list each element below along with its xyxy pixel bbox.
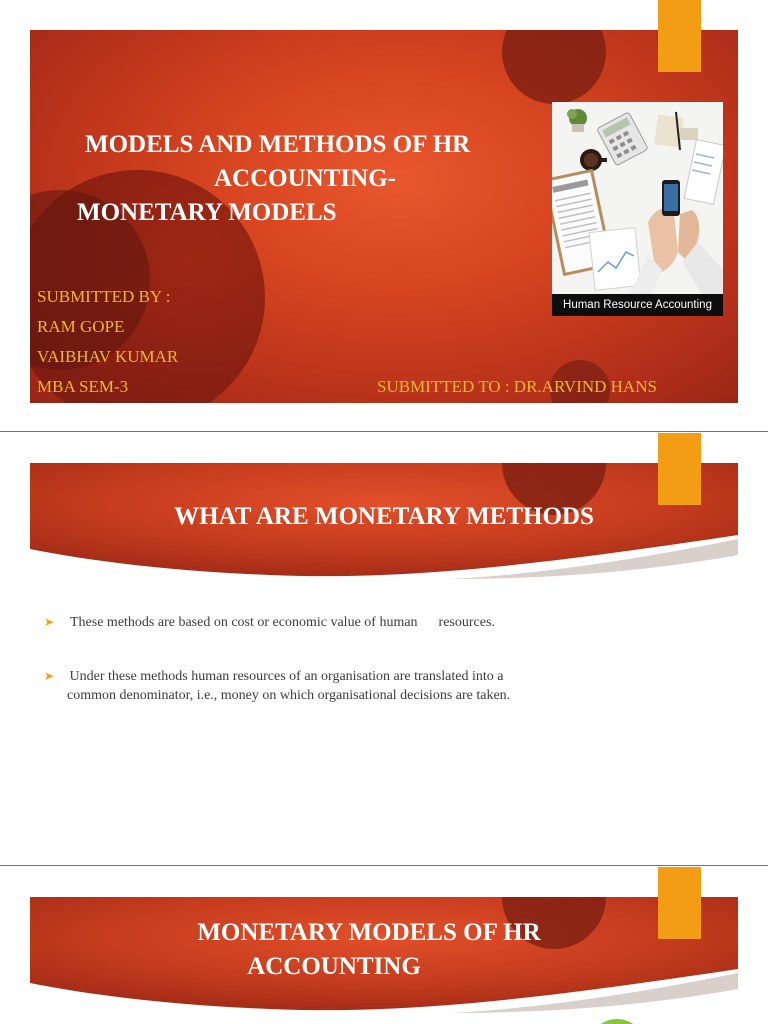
content-slide xyxy=(0,867,768,1024)
title-line-3: MONETARY MODELS xyxy=(77,199,337,226)
bullet-text-continued: common denominator, i.e., money on which organisational decisions are taken. xyxy=(67,688,511,703)
content-slide xyxy=(0,433,768,865)
author-name: RAM GOPE xyxy=(37,317,125,336)
title-slide xyxy=(0,0,768,431)
bookmark-tab xyxy=(658,0,701,72)
bullet-arrow-icon: ➤ xyxy=(44,615,55,629)
author-name: VAIBHAV KUMAR xyxy=(37,347,179,366)
slide-separator xyxy=(0,865,768,866)
title-line-2: ACCOUNTING- xyxy=(214,165,396,192)
submitted-to-label: SUBMITTED TO : DR.ARVIND HANS xyxy=(377,377,657,396)
bookmark-tab xyxy=(658,433,701,505)
slide-separator xyxy=(0,431,768,432)
submitted-by-label: SUBMITTED BY : xyxy=(37,287,171,306)
image-caption: Human Resource Accounting xyxy=(552,294,723,316)
decor-circle xyxy=(502,30,606,104)
bullet-arrow-icon: ➤ xyxy=(44,669,55,683)
slide-heading: WHAT ARE MONETARY METHODS xyxy=(174,503,594,530)
bookmark-tab xyxy=(658,867,701,939)
bullet-text: These methods are based on cost or economic value of human resources. xyxy=(70,615,495,630)
header-band xyxy=(30,897,738,1017)
slide-heading-line-1: MONETARY MODELS OF HR xyxy=(197,919,541,946)
bullet-text: Under these methods human resources of an organisation are translated into a xyxy=(66,669,504,684)
desk-illustration xyxy=(552,102,723,294)
slide-heading-line-2: ACCOUNTING xyxy=(247,953,421,980)
green-circle-decoration xyxy=(588,1019,646,1024)
header-band xyxy=(30,463,738,583)
course-label: MBA SEM-3 xyxy=(37,377,129,396)
hr-accounting-photo xyxy=(552,102,723,316)
title-line-1: MODELS AND METHODS OF HR xyxy=(85,131,471,158)
